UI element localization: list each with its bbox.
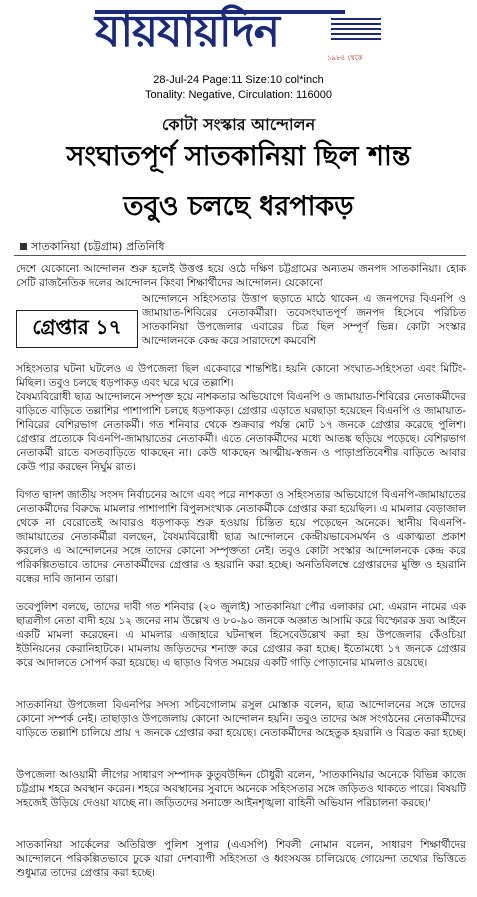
masthead-tagline: ১৯৮৪ থেকে — [327, 54, 363, 62]
arrest-count-box — [16, 310, 138, 348]
paragraph-2: বৈষম্যবিরোধী ছাত্র আন্দোলনে সম্পৃক্ত হয়ে নাশকতার অভিযোগে বিএনপি ও জামায়াত-শিবিরের নেতাকর্মীদের বাড়িতে বাড়িতে তল্লাশির পাশাপাশি চলছে ধড়পাকড়। গ্রেপ্তার এড়াতে ঘরছাড়া হয়েছেন বিএনপি ও জামায়াত-শিবিরের বেশিরভাগ নেতাকর্মী। গত শনিবার থেকে শুক্রবার পর্যন্ত মোট ১৭ জনকে গ্রেপ্তার করেছে পুলিশ। গ্রেপ্তার প্রত্যেকে বিএনপি-জামায়াতের নেতাকর্মী। এতে নেতাকর্মীদের মধ্যে আতঙ্ক ছড়িয়ে পড়েছে। বেশিরভাগ নেতাকর্মী রাতে বসতবাড়িতে থাকছেন না। কেউ থাকছেন আত্মীয়-স্বজন ও পাড়াপ্রতিবেশীর বাড়িতে আবার কেউ পার করছেন নির্ঘুম রাত। — [16, 391, 466, 473]
paragraph-1-beside-box: আন্দোলনে সহিংসতার উত্তাপ ছড়াতে মাঠে থাকেন এ জনপদের বিএনপি ও জামায়াত-শিবিরের নেতাকর্মীরা। তবেসংঘাতপূর্ণ জনপদ হিসেবে পরিচিত সাতকানিয়া উপজেলার এবারের চিত্র ছিল সম্পূর্ণ ভিন্ন। কোটা সংস্কার আন্দোলনকে কেন্দ্র করে সারাদেশে কমবেশি — [142, 293, 466, 347]
clip-info-tonality: Tonality: Negative, Circulation: 116000 — [145, 89, 332, 101]
newspaper-logo: যায়যায়দিন — [95, 6, 280, 57]
newspaper-masthead — [95, 2, 385, 68]
divider-rule — [14, 255, 466, 256]
paragraph-1-rest: সহিংসতার ঘটনা ঘটলেও এ উপজেলা ছিল একেবারে শান্তশিষ্ট। হয়নি কোনো সংঘাত-সহিংসতা এবং মিটিং-মিছিল। তবুও চলছে ধড়পাকড় এবং ঘরে ঘরে তল্লাশি। — [16, 363, 466, 389]
paragraph-1-opening: দেশে যেকোনো আন্দোলন শুরু হলেই উত্তপ্ত হয়ে ওঠে দক্ষিণ চট্টগ্রামের অন্যতম জনপদ সাতকানিয়া। হোক সেটি রাজনৈতিক দলের আন্দোলন কিংবা শিক্ষার্থীদের আন্দোলন। যেকোনো — [16, 263, 466, 289]
arrest-count-label: গ্রেপ্তার ১৭ — [32, 314, 122, 339]
article-kicker: কোটা সংস্কার আন্দোলন — [161, 115, 316, 134]
paragraph-7: সাতকানিয়া সার্কেলের অতিরিক্ত পুলিশ সুপার (এএসপি) শিবলী নোমান বলেন, সাধারণ শিক্ষার্থীদের আন্দোলনে পরিকল্পিতভাবে ঢুকে যারা দেশব্যাপী সহিংসতা ও ধ্বংসযজ্ঞ চালিয়েছে গোয়েন্দা তথ্যের ভিত্তিতে শুধুমাত্র তাদের গ্রেপ্তার করা হচ্ছে। — [16, 839, 466, 879]
headline-line-1: সংঘাতপূর্ণ সাতকানিয়া ছিল শান্ত — [66, 141, 411, 172]
byline-text: সাতকানিয়া (চট্টগ্রাম) প্রতিনিধি — [31, 240, 165, 253]
paragraph-6: উপজেলা আওয়ামী লীগের সাধারণ সম্পাদক কুতুবউদ্দিন চৌধুরী বলেন, 'সাতকানিয়ার অনেকে বিভিন্ন কাজে চট্টগ্রাম শহরে অবস্থান করেন। শহরে অবস্থানের সুবাদে অনেকে সহিংসতার সঙ্গে জড়িতও থাকতে পারে। বিষয়টি সহজেই উড়িয়ে দেওয়া যাচ্ছে না। জড়িতদের সনাক্তে আইনশৃঙ্খলা বাহিনী অভিযান পরিচালনা করছে।' — [16, 769, 466, 809]
paragraph-5: সাতকানিয়া উপজেলা বিএনপির সদস্য সচিবগোলাম রসুল মোস্তাক বলেন, ছাত্র আন্দোলনের সঙ্গে তাদের কোনো সম্পর্ক নেই। তাছাড়াও উপজেলায় কোনো আন্দোলন হয়নি। তবুও তাদের অঙ্গ সংগঠনের নেতাকর্মীদের বাড়িতে তল্লাশি চালিয়ে প্রায় ৭ জনকে গ্রেপ্তার করা হয়েছে। নেতাকর্মীদের অহেতুক হয়রানি ও বিব্রত করা হচ্ছে। — [16, 699, 466, 739]
logo-stripes — [331, 18, 381, 48]
clip-info-date-page: 28-Jul-24 Page:11 Size:10 col*inch — [153, 74, 324, 86]
paragraph-3: বিগত দ্বাদশ জাতীয় সংসদ নির্বাচনের আগে এবং পরে নাশকতা ও সহিংসতার অভিযোগে বিএনপি-জামায়াতের নেতাকর্মীদের বিরুদ্ধে মামলার পাশাপাশি বিপুলসংখ্যক নেতাকর্মীকে গ্রেপ্তার করা হয়েছিল। এ মামলার বেড়াজাল থেকে না বেরোতেই আবারও ধড়পাকড় শুরু হওয়ায় চিন্তিত হয়ে পড়েছেন অনেকে। স্থানীয় বিএনপি-জামায়াতের নেতাকর্মীরা বলছেন, বৈষম্যবিরোধী ছাত্র আন্দোলনে কেন্দ্রীয়ভাবেসমর্থন ও একাত্মতা প্রকাশ করলেও এ আন্দোলনের সঙ্গে তাদের কোনো সম্পৃক্ততা নেই। তবুও কোটা সংস্কার আন্দোলনকে কেন্দ্র করে পরিকল্পিতভাবে তাদের নেতাকর্মীদের গ্রেপ্তার ও হয়রানি করা হচ্ছে। অনতিবিলম্বে গ্রেপ্তারদের মুক্তি ও হয়রানি বন্ধের দাবি জানান তারা। — [16, 489, 466, 585]
paragraph-4: তবেপুলিশ বলছে, তাদের দাবী গত শনিবার (২০ জুলাই) সাতকানিয়া পৌর এলাকার মো. এমরান নামের এক ছাত্রলীগ নেতা বাদী হয়ে ১২ জনের নাম উল্লেখ ও ৮০-৯০ জনকে অজ্ঞাত আসামি করে বিস্ফোরক দ্রব্য আইনে একটি মামলা করেছেন। এ মামলার এজাহারে ঘটনাস্থল হিসেবেউল্লেখ করা হয় উপজেলার কেঁওচিয়া ইউনিয়নের কেরানিহাটকে। মামলায় জড়িতদের শনাক্ত করে গ্রেপ্তার করা হচ্ছে। ইতোমধ্যে ১৭ জনকে গ্রেপ্তার করে আদালতে সোপর্দ করা হয়েছে। এ ছাড়াও বিগত সময়ের একটি গাড়ি পোড়ানোর মামলাও রয়েছে। — [16, 601, 466, 669]
headline-line-2: তবুও চলছে ধরপাকড় — [123, 191, 354, 222]
byline-square-icon — [20, 243, 27, 250]
